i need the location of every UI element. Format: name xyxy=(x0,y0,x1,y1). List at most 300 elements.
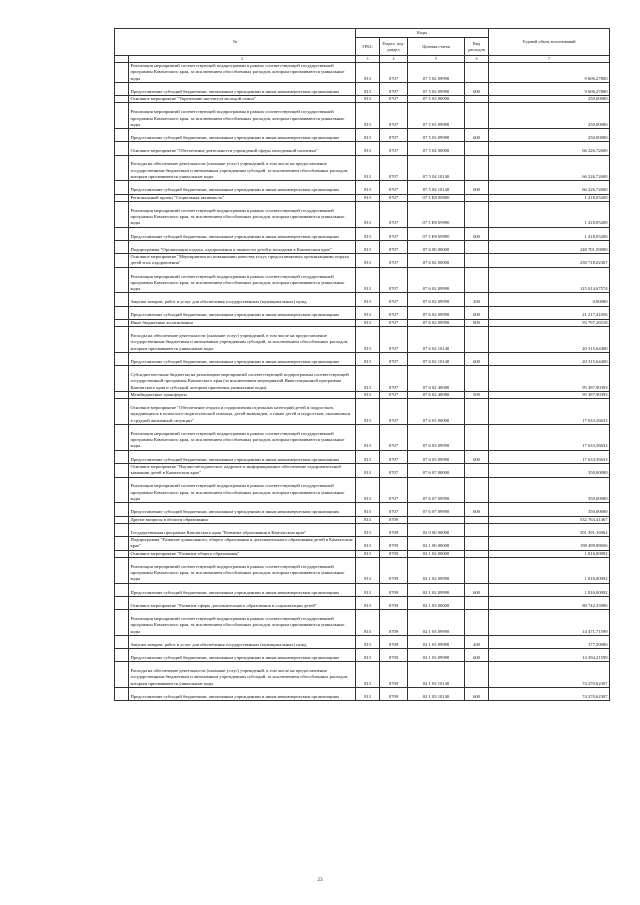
row-amount: 1 816,00092 xyxy=(489,557,610,583)
row-index xyxy=(115,523,129,536)
row-expense-type xyxy=(465,477,489,503)
row-target-article: 07 6 02 09990 xyxy=(408,306,465,319)
row-amount: 17 633,56633 xyxy=(489,424,610,450)
table-row xyxy=(115,662,610,688)
row-index xyxy=(115,635,129,648)
row-grbs: 813 xyxy=(356,96,380,103)
row-name: Иные бюджетные ассигнования xyxy=(129,319,356,326)
row-expense-type xyxy=(465,662,489,688)
row-expense-type xyxy=(465,536,489,550)
row-expense-type: 600 xyxy=(465,688,489,701)
row-name: Реализация мероприятий соответствующей подпрограммы в рамках соответствующей государственной программы Камчатского края, за исключением обособленных расходов, которым присваиваются уникальные коды xyxy=(129,557,356,583)
row-target-article: 02 1 03 10140 xyxy=(408,688,465,701)
column-number: . xyxy=(115,56,129,63)
row-razdel: 0707 xyxy=(380,240,408,253)
row-index xyxy=(115,293,129,306)
row-target-article: 07 5 04 10140 xyxy=(408,181,465,194)
row-grbs: 813 xyxy=(356,254,380,268)
row-expense-type xyxy=(465,399,489,425)
table-row xyxy=(115,319,610,326)
row-index xyxy=(115,583,129,596)
row-index xyxy=(115,155,129,181)
row-razdel: 0707 xyxy=(380,319,408,326)
row-amount: 1 418,05200 xyxy=(489,194,610,201)
row-amount: 177,50000 xyxy=(489,635,610,648)
row-expense-type: 600 xyxy=(465,352,489,365)
row-index xyxy=(115,424,129,450)
row-grbs: 813 xyxy=(356,557,380,583)
row-expense-type: 600 xyxy=(465,129,489,142)
row-index xyxy=(115,463,129,477)
row-razdel: 0709 xyxy=(380,649,408,662)
row-name: Реализация мероприятий соответствующей подпрограммы в рамках соответствующей государственной программы Камчатского края, за исключением обособленных расходов, которым присваиваются уникальные коды xyxy=(129,477,356,503)
row-target-article: 07 5 03 09990 xyxy=(408,129,465,142)
row-index xyxy=(115,516,129,523)
row-amount: 1 816,00092 xyxy=(489,583,610,596)
row-index xyxy=(115,649,129,662)
row-razdel: 0709 xyxy=(380,557,408,583)
row-amount: 1 816,00092 xyxy=(489,550,610,557)
row-target-article: 07 5 04 00000 xyxy=(408,142,465,155)
row-expense-type: 600 xyxy=(465,450,489,463)
row-amount: 250,00000 xyxy=(489,129,610,142)
row-target-article xyxy=(408,516,465,523)
row-grbs: 813 xyxy=(356,424,380,450)
row-name: Подпрограмма "Развитие дошкольного, общего образования и дополнительного образования детей в Камчатском крае" xyxy=(129,536,356,550)
row-expense-type: 600 xyxy=(465,181,489,194)
row-index xyxy=(115,503,129,516)
row-amount: 17 633,56633 xyxy=(489,450,610,463)
row-razdel: 0707 xyxy=(380,503,408,516)
row-expense-type xyxy=(465,366,489,392)
row-razdel: 0707 xyxy=(380,424,408,450)
row-index xyxy=(115,267,129,293)
row-target-article: 07 6 03 09990 xyxy=(408,450,465,463)
row-name: Предоставление субсидий бюджетным, автономным учреждениям и иным некоммерческим организациям xyxy=(129,583,356,596)
row-expense-type: 600 xyxy=(465,583,489,596)
row-index xyxy=(115,227,129,240)
row-expense-type xyxy=(465,267,489,293)
row-index xyxy=(115,352,129,365)
row-razdel: 0707 xyxy=(380,352,408,365)
row-grbs: 813 xyxy=(356,450,380,463)
row-expense-type xyxy=(465,596,489,609)
row-grbs: 813 xyxy=(356,596,380,609)
table-row xyxy=(115,63,610,83)
row-grbs: 813 xyxy=(356,267,380,293)
row-razdel: 0707 xyxy=(380,366,408,392)
row-grbs: 813 xyxy=(356,536,380,550)
table-row xyxy=(115,391,610,398)
row-razdel: 0707 xyxy=(380,63,408,83)
row-amount: 9 606,27800 xyxy=(489,82,610,95)
row-expense-type: 200 xyxy=(465,635,489,648)
row-razdel: 0707 xyxy=(380,181,408,194)
table-row xyxy=(115,142,610,155)
row-target-article: 07 5 E8 09990 xyxy=(408,227,465,240)
column-number: 5 xyxy=(408,56,465,63)
row-razdel: 0709 xyxy=(380,688,408,701)
table-body xyxy=(115,63,610,701)
row-target-article: 02 1 02 09990 xyxy=(408,583,465,596)
row-grbs: 813 xyxy=(356,477,380,503)
table-row xyxy=(115,399,610,425)
row-amount: 9 606,27800 xyxy=(489,63,610,83)
table-row xyxy=(115,96,610,103)
row-index xyxy=(115,477,129,503)
row-amount: 20 315,64400 xyxy=(489,327,610,353)
row-target-article: 02 1 03 00000 xyxy=(408,596,465,609)
table-row xyxy=(115,227,610,240)
row-name: Реализация мероприятий соответствующей подпрограммы в рамках соответствующей государственной программы Камчатского края, за исключением обособленных расходов, которым присваиваются уникальные коды xyxy=(129,610,356,636)
page-number: 23 xyxy=(317,877,323,883)
row-razdel: 0707 xyxy=(380,142,408,155)
header-row-1 xyxy=(115,29,610,38)
row-grbs: 813 xyxy=(356,201,380,227)
row-razdel: 0709 xyxy=(380,550,408,557)
row-index xyxy=(115,254,129,268)
row-name: Региональный проект "Социальная активность" xyxy=(129,194,356,201)
row-expense-type xyxy=(465,610,489,636)
row-amount: 17 633,56633 xyxy=(489,399,610,425)
row-amount: 248 701,59000 xyxy=(489,240,610,253)
row-razdel: 0707 xyxy=(380,82,408,95)
row-grbs: 813 xyxy=(356,503,380,516)
row-amount: 93 797,26518 xyxy=(489,319,610,326)
header-razdel: Раздел, под-раздел xyxy=(380,38,408,56)
row-razdel: 0707 xyxy=(380,391,408,398)
row-razdel: 0707 xyxy=(380,477,408,503)
row-razdel: 0707 xyxy=(380,129,408,142)
row-name: Реализация мероприятий соответствующей подпрограммы в рамках соответствующей государственной программы Камчатского края, за исключением обособленных расходов, которым присваиваются уникальные коды xyxy=(129,103,356,129)
row-grbs: 813 xyxy=(356,662,380,688)
row-expense-type xyxy=(465,240,489,253)
row-grbs: 813 xyxy=(356,142,380,155)
row-expense-type xyxy=(465,254,489,268)
column-numbers-row xyxy=(115,56,610,63)
row-target-article: 02 1 03 09990 xyxy=(408,610,465,636)
row-name: Межбюджетные трансферты xyxy=(129,391,356,398)
row-target-article: 07 5 E8 09990 xyxy=(408,201,465,227)
row-name: Закупка товаров, работ и услуг для обеспечения государственных (муниципальных) нужд xyxy=(129,635,356,648)
table-row xyxy=(115,477,610,503)
row-name: Предоставление субсидий бюджетным, автономным учреждениям и иным некоммерческим организациям xyxy=(129,227,356,240)
row-name: Основное мероприятие "Развитие сферы дополнительного образования и социализации детей" xyxy=(129,596,356,609)
row-name: Государственная программа Камчатского края "Развитие образования в Камчатском крае" xyxy=(129,523,356,536)
row-grbs: 813 xyxy=(356,523,380,536)
row-grbs: 813 xyxy=(356,399,380,425)
table-row xyxy=(115,536,610,550)
row-razdel: 0707 xyxy=(380,96,408,103)
row-name: Предоставление субсидий бюджетным, автономным учреждениям и иным некоммерческим организациям xyxy=(129,82,356,95)
row-target-article: 07 6 02 40080 xyxy=(408,391,465,398)
column-number: 2 xyxy=(129,56,356,63)
row-razdel: 0709 xyxy=(380,596,408,609)
row-name: Предоставление субсидий бюджетным, автономным учреждениям и иным некоммерческим организациям xyxy=(129,688,356,701)
row-grbs: 813 xyxy=(356,635,380,648)
row-expense-type: 600 xyxy=(465,649,489,662)
row-razdel: 0707 xyxy=(380,194,408,201)
header-grbs: ГРБС xyxy=(356,38,380,56)
row-razdel: 0707 xyxy=(380,399,408,425)
row-target-article: 07 5 03 09990 xyxy=(408,103,465,129)
row-razdel: 0707 xyxy=(380,155,408,181)
table-row xyxy=(115,240,610,253)
row-target-article: 07 6 00 00000 xyxy=(408,240,465,253)
table-row xyxy=(115,523,610,536)
table-row xyxy=(115,327,610,353)
row-target-article: 07 5 02 09990 xyxy=(408,82,465,95)
row-index xyxy=(115,129,129,142)
row-grbs: 813 xyxy=(356,63,380,83)
table-row xyxy=(115,610,610,636)
row-target-article: 02 1 00 00000 xyxy=(408,536,465,550)
row-razdel: 0709 xyxy=(380,610,408,636)
row-target-article: 02 1 03 09990 xyxy=(408,635,465,648)
row-target-article: 07 6 07 00000 xyxy=(408,463,465,477)
row-expense-type: 200 xyxy=(465,293,489,306)
row-expense-type: 800 xyxy=(465,319,489,326)
row-expense-type: 600 xyxy=(465,227,489,240)
row-index xyxy=(115,319,129,326)
row-name: Расходы на обеспечение деятельности (оказание услуг) учреждений, в том числе на предоставление государственным бюджетным и автономным учреждениям субсидий, за исключением обособленных расходов, которым присваиваются уникальные коды xyxy=(129,155,356,181)
row-razdel: 0707 xyxy=(380,254,408,268)
row-name: Предоставление субсидий бюджетным, автономным учреждениям и иным некоммерческим организациям xyxy=(129,352,356,365)
header-expense-type: Вид расходов xyxy=(465,38,489,56)
row-amount: 115 014,67574 xyxy=(489,267,610,293)
row-amount: 350,00000 xyxy=(489,463,610,477)
row-expense-type: 600 xyxy=(465,306,489,319)
row-name: Основное мероприятие "Укрепление института молодой семьи" xyxy=(129,96,356,103)
row-razdel: 0707 xyxy=(380,327,408,353)
row-grbs: 813 xyxy=(356,155,380,181)
row-amount: 1 418,05200 xyxy=(489,227,610,240)
row-grbs: 813 xyxy=(356,306,380,319)
row-grbs: 813 xyxy=(356,610,380,636)
row-grbs: 813 xyxy=(356,366,380,392)
row-expense-type: 600 xyxy=(465,82,489,95)
row-index xyxy=(115,103,129,129)
row-expense-type xyxy=(465,96,489,103)
row-grbs: 813 xyxy=(356,550,380,557)
row-razdel: 0709 xyxy=(380,523,408,536)
row-grbs: 813 xyxy=(356,129,380,142)
row-target-article: 07 6 03 09990 xyxy=(408,424,465,450)
header-num: № xyxy=(115,29,356,56)
row-amount: 250,00000 xyxy=(489,103,610,129)
row-target-article: 07 5 02 09990 xyxy=(408,63,465,83)
row-name: Расходы на обеспечение деятельности (оказание услуг) учреждений, в том числе на предоставление государственным бюджетным и автономным учреждениям субсидий, за исключением обособленных расходов, которым присваиваются уникальные коды xyxy=(129,327,356,353)
row-target-article: 02 1 02 00000 xyxy=(408,550,465,557)
row-name: Предоставление субсидий бюджетным, автономным учреждениям и иным некоммерческим организациям xyxy=(129,306,356,319)
table-row xyxy=(115,450,610,463)
row-index xyxy=(115,557,129,583)
row-razdel: 0709 xyxy=(380,583,408,596)
table-row xyxy=(115,181,610,194)
header-target-article: Целевая статья xyxy=(408,38,465,56)
row-name: Предоставление субсидий бюджетным, автономным учреждениям и иным некоммерческим организациям xyxy=(129,129,356,142)
row-grbs: 813 xyxy=(356,82,380,95)
table-row xyxy=(115,688,610,701)
row-razdel: 0707 xyxy=(380,201,408,227)
row-target-article: 02 1 03 09990 xyxy=(408,649,465,662)
budget-table xyxy=(114,28,610,701)
row-expense-type xyxy=(465,327,489,353)
row-grbs: 813 xyxy=(356,649,380,662)
row-expense-type xyxy=(465,424,489,450)
row-razdel: 0709 xyxy=(380,516,408,523)
row-name: Реализация мероприятий соответствующей подпрограммы в рамках соответствующей государственной программы Камчатского края, за исключением обособленных расходов, которым присваиваются уникальные коды xyxy=(129,201,356,227)
table-row xyxy=(115,550,610,557)
row-target-article: 07 6 03 00000 xyxy=(408,399,465,425)
table-row xyxy=(115,516,610,523)
row-target-article: 07 5 E8 00000 xyxy=(408,194,465,201)
row-index xyxy=(115,391,129,398)
row-name: Предоставление субсидий бюджетным, автономным учреждениям и иным некоммерческим организациям xyxy=(129,503,356,516)
row-expense-type xyxy=(465,63,489,83)
table-row xyxy=(115,82,610,95)
table-row xyxy=(115,649,610,662)
row-amount: 350,00000 xyxy=(489,477,610,503)
row-amount: 66 226,72600 xyxy=(489,181,610,194)
row-name: Предоставление субсидий бюджетным, автономным учреждениям и иным некоммерческим организациям xyxy=(129,181,356,194)
row-grbs: 813 xyxy=(356,240,380,253)
row-target-article: 07 6 02 09990 xyxy=(408,267,465,293)
row-amount: 20 315,64400 xyxy=(489,352,610,365)
row-amount: 0,00000 xyxy=(489,293,610,306)
table-row xyxy=(115,201,610,227)
row-razdel: 0707 xyxy=(380,267,408,293)
row-index xyxy=(115,662,129,688)
row-name: Другие вопросы в области образования xyxy=(129,516,356,523)
row-amount: 95 387,90393 xyxy=(489,391,610,398)
row-grbs: 813 xyxy=(356,194,380,201)
table-row xyxy=(115,103,610,129)
row-amount: 66 226,72600 xyxy=(489,155,610,181)
table-row xyxy=(115,424,610,450)
row-index xyxy=(115,688,129,701)
row-name: Реализация мероприятий соответствующей подпрограммы в рамках соответствующей государственной программы Камчатского края, за исключением обособленных расходов, которым присваиваются уникальные коды xyxy=(129,424,356,450)
row-razdel: 0707 xyxy=(380,103,408,129)
column-number: 4 xyxy=(380,56,408,63)
row-razdel: 0707 xyxy=(380,293,408,306)
row-name: Основное мероприятие "Мероприятия по повышению качества услуг, предоставляемых организациями отдыха детей и их оздоровления" xyxy=(129,254,356,268)
row-razdel: 0707 xyxy=(380,227,408,240)
row-amount: 95 387,90393 xyxy=(489,366,610,392)
row-amount: 14 294,21599 xyxy=(489,649,610,662)
row-grbs: 813 xyxy=(356,688,380,701)
row-name: Предоставление субсидий бюджетным, автономным учреждениям и иным некоммерческим организациям xyxy=(129,649,356,662)
row-index xyxy=(115,194,129,201)
row-razdel: 0707 xyxy=(380,463,408,477)
row-target-article: 02 1 02 09990 xyxy=(408,557,465,583)
row-index xyxy=(115,366,129,392)
row-razdel: 0707 xyxy=(380,306,408,319)
table-row xyxy=(115,463,610,477)
table-row xyxy=(115,155,610,181)
row-index xyxy=(115,306,129,319)
row-target-article: 07 5 03 00000 xyxy=(408,96,465,103)
row-expense-type xyxy=(465,516,489,523)
row-index xyxy=(115,327,129,353)
row-expense-type xyxy=(465,550,489,557)
row-amount: 88 742,33906 xyxy=(489,596,610,609)
row-index xyxy=(115,240,129,253)
row-grbs: 813 xyxy=(356,463,380,477)
column-number: 6 xyxy=(465,56,489,63)
table-row xyxy=(115,366,610,392)
row-razdel: 0709 xyxy=(380,662,408,688)
row-grbs: 813 xyxy=(356,319,380,326)
row-expense-type: 600 xyxy=(465,503,489,516)
column-number: 3 xyxy=(356,56,380,63)
row-expense-type xyxy=(465,155,489,181)
row-amount: 66 226,72600 xyxy=(489,142,610,155)
row-amount: 501 391,16962 xyxy=(489,523,610,536)
row-target-article: 07 6 07 09990 xyxy=(408,477,465,503)
row-expense-type xyxy=(465,142,489,155)
row-expense-type: 500 xyxy=(465,391,489,398)
row-target-article: 07 6 02 09990 xyxy=(408,293,465,306)
table-row xyxy=(115,129,610,142)
row-target-article: 07 6 07 09990 xyxy=(408,503,465,516)
row-target-article: 02 0 00 00000 xyxy=(408,523,465,536)
row-name: Реализация мероприятий соответствующей подпрограммы в рамках соответствующей государственной программы Камчатского края, за исключением обособленных расходов, которым присваиваются уникальные коды xyxy=(129,63,356,83)
row-expense-type xyxy=(465,557,489,583)
row-expense-type xyxy=(465,463,489,477)
row-name: Закупка товаров, работ и услуг для обеспечения государственных (муниципальных) нужд xyxy=(129,293,356,306)
row-expense-type xyxy=(465,194,489,201)
row-name: Предоставление субсидий бюджетным, автономным учреждениям и иным некоммерческим организациям xyxy=(129,450,356,463)
table-row xyxy=(115,254,610,268)
row-amount: 1 418,05200 xyxy=(489,201,610,227)
row-target-article: 02 1 03 10140 xyxy=(408,662,465,688)
row-name: Основное мероприятие "Развитие общего образования" xyxy=(129,550,356,557)
row-amount: 14 471,71599 xyxy=(489,610,610,636)
row-name: Основное мероприятие "Обеспечение отдыха и оздоровления отдельных категорий детей и подростков, нуждающихся в психолого-педагогической помощи, детей-инвалидов, а также детей и подростков, оказавшихся в трудной жизненной ситуации" xyxy=(129,399,356,425)
row-razdel: 0709 xyxy=(380,635,408,648)
row-razdel: 0709 xyxy=(380,536,408,550)
column-number: 7 xyxy=(489,56,610,63)
header-annual-volume: Годовой объем ассигнований xyxy=(489,29,610,56)
row-grbs: 813 xyxy=(356,327,380,353)
table-row xyxy=(115,267,610,293)
row-target-article: 07 6 02 10140 xyxy=(408,327,465,353)
row-target-article: 07 6 02 09990 xyxy=(408,319,465,326)
table-row xyxy=(115,293,610,306)
row-amount: 250,00000 xyxy=(489,96,610,103)
row-grbs: 813 xyxy=(356,181,380,194)
row-name: Основное мероприятие "Научно-методическое, кадровое и информационное обеспечение оздоровительной кампании детей в Камчатском крае" xyxy=(129,463,356,477)
row-amount: 230 718,02367 xyxy=(489,254,610,268)
row-index xyxy=(115,610,129,636)
table-row xyxy=(115,635,610,648)
row-name: Основное мероприятие "Обеспечение деятельности учреждений сферы молодежной политики" xyxy=(129,142,356,155)
row-index xyxy=(115,450,129,463)
row-name: Реализация мероприятий соответствующей подпрограммы в рамках соответствующей государственной программы Камчатского края, за исключением обособленных расходов, которым присваиваются уникальные коды xyxy=(129,267,356,293)
row-index xyxy=(115,96,129,103)
row-index xyxy=(115,181,129,194)
row-target-article: 07 6 02 00000 xyxy=(408,254,465,268)
table-row xyxy=(115,557,610,583)
row-name: Субсидии местным бюджетам на реализацию мероприятий соответствующей подпрограммы соответствующей государственной программы Камчатского края (за исключением мероприятий Инвестиционной программы Камчатского края и субсидий, которым присвоены уникальные коды) xyxy=(129,366,356,392)
row-grbs: 813 xyxy=(356,391,380,398)
row-index xyxy=(115,536,129,550)
row-amount: 21 217,41056 xyxy=(489,306,610,319)
row-grbs: 813 xyxy=(356,227,380,240)
row-index xyxy=(115,201,129,227)
row-target-article: 07 5 04 10140 xyxy=(408,155,465,181)
